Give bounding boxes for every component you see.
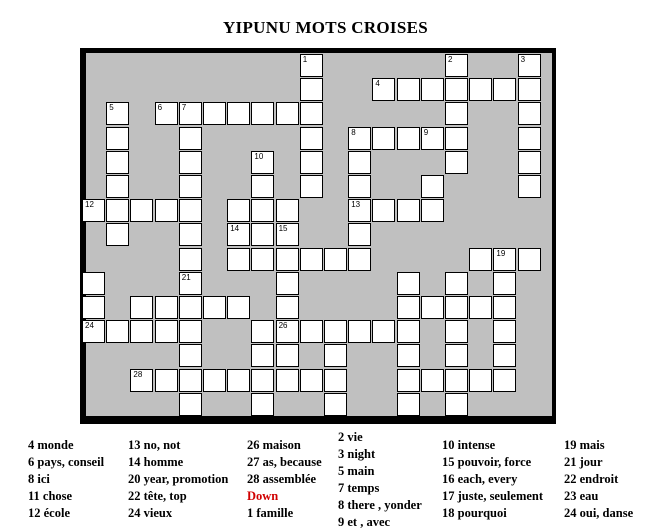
grid-cell[interactable]	[421, 296, 444, 319]
grid-cell[interactable]	[348, 127, 371, 150]
clue-number: 6	[157, 103, 163, 113]
grid-cell[interactable]	[445, 393, 468, 416]
grid-cell[interactable]	[82, 199, 105, 222]
grid-cell[interactable]	[397, 296, 420, 319]
grid-cell[interactable]	[397, 272, 420, 295]
grid-cell[interactable]	[130, 320, 153, 343]
clue-column-3	[247, 437, 322, 522]
clue: 28 assemblée	[247, 472, 317, 486]
grid-cell[interactable]	[300, 151, 323, 174]
clue: 12 école	[28, 506, 70, 520]
grid-cell[interactable]	[155, 296, 178, 319]
clue-number: 14	[230, 224, 240, 234]
grid-cell[interactable]	[469, 248, 492, 271]
grid-cell[interactable]	[276, 272, 299, 295]
grid-cell[interactable]	[130, 199, 153, 222]
grid-cell[interactable]	[372, 199, 395, 222]
grid-cell[interactable]	[348, 223, 371, 246]
grid-cell[interactable]	[227, 199, 250, 222]
clue: 6 pays, conseil	[28, 455, 105, 469]
grid-cell[interactable]	[251, 151, 274, 174]
clue: 1 famille	[247, 506, 294, 520]
clue: 7 temps	[338, 481, 380, 495]
clue-number: 1	[302, 55, 308, 64]
grid-cell[interactable]	[251, 223, 274, 246]
clue: 2 vie	[338, 430, 363, 444]
grid-cell[interactable]	[518, 248, 541, 271]
grid-cell[interactable]	[445, 78, 468, 101]
grid-cell[interactable]	[493, 78, 516, 101]
clue: 11 chose	[28, 489, 73, 503]
grid-cell[interactable]	[276, 296, 299, 319]
clue: 23 eau	[564, 489, 599, 503]
grid-cell[interactable]	[300, 102, 323, 125]
clue-number: 26	[278, 321, 288, 331]
grid-cell[interactable]	[518, 78, 541, 101]
grid-cell[interactable]	[203, 296, 226, 319]
grid-cell[interactable]	[130, 369, 153, 392]
clue-number: 8	[351, 127, 356, 137]
clue: 20 year, promotion	[128, 472, 229, 486]
grid-cell[interactable]	[179, 369, 202, 392]
clue-number: 13	[351, 200, 361, 210]
puzzle-title: YIPUNU MOTS CROISES	[222, 18, 428, 37]
grid-cell[interactable]	[421, 175, 444, 198]
grid-cell[interactable]	[493, 296, 516, 319]
grid-cell[interactable]	[155, 199, 178, 222]
grid-cell[interactable]	[300, 369, 323, 392]
grid-cell[interactable]	[82, 272, 105, 295]
grid-cell[interactable]	[251, 248, 274, 271]
grid-cell[interactable]	[179, 127, 202, 150]
grid-cell[interactable]	[445, 344, 468, 367]
grid-cell[interactable]	[372, 127, 395, 150]
grid-cell[interactable]	[251, 393, 274, 416]
grid-cell[interactable]	[300, 175, 323, 198]
clue-column-1	[28, 437, 104, 522]
clue: 19 mais	[564, 438, 605, 452]
grid-cell[interactable]	[251, 320, 274, 343]
clue-column-2	[128, 437, 228, 522]
clue-number: 12	[85, 200, 94, 210]
grid-cell[interactable]	[493, 248, 516, 271]
clue: 9 et , avec	[338, 515, 391, 529]
grid-cell[interactable]	[106, 199, 129, 222]
grid-cell[interactable]	[445, 320, 468, 343]
grid-cell[interactable]	[276, 248, 299, 271]
clue-number: 24	[85, 321, 94, 331]
grid-cell[interactable]	[372, 78, 395, 101]
clue: 8 there , yonder	[338, 498, 422, 512]
grid-cell[interactable]	[203, 102, 226, 125]
grid-cell[interactable]	[300, 127, 323, 150]
grid-cell[interactable]	[372, 320, 395, 343]
clue: 5 main	[338, 464, 375, 478]
clue: 24 oui, danse	[564, 506, 634, 520]
grid-cell[interactable]	[155, 369, 178, 392]
clue: 22 tête, top	[128, 489, 187, 503]
clue-number: 5	[109, 103, 114, 113]
clue-number: 2	[448, 55, 453, 64]
clue: 16 each, every	[442, 472, 518, 486]
clue-column-5	[442, 437, 543, 522]
grid-cell[interactable]	[324, 248, 347, 271]
grid-cell[interactable]	[227, 102, 250, 125]
grid-cell[interactable]	[179, 151, 202, 174]
grid-cell[interactable]	[179, 320, 202, 343]
grid-cell[interactable]	[179, 296, 202, 319]
grid-cell[interactable]	[276, 369, 299, 392]
grid-cell[interactable]	[445, 296, 468, 319]
grid-cell[interactable]	[276, 320, 299, 343]
grid-cell[interactable]	[445, 102, 468, 125]
clue-number: 28	[133, 369, 143, 379]
grid-cell[interactable]	[324, 320, 347, 343]
clue: 4 monde	[28, 438, 74, 452]
grid-cell[interactable]	[179, 223, 202, 246]
grid-cell[interactable]	[179, 102, 202, 125]
grid-cell[interactable]	[324, 369, 347, 392]
grid-cell[interactable]	[179, 344, 202, 367]
clue-column-4	[338, 429, 422, 531]
clue: 27 as, because	[247, 455, 322, 469]
grid-cell[interactable]	[324, 344, 347, 367]
clue: 21 jour	[564, 455, 603, 469]
clue: 18 pourquoi	[442, 506, 507, 520]
grid-cell[interactable]	[421, 78, 444, 101]
clue-number: 3	[520, 55, 526, 64]
grid-cell[interactable]	[518, 102, 541, 125]
grid-cell[interactable]	[397, 78, 420, 101]
grid-cell[interactable]	[518, 127, 541, 150]
clue-number: 10	[254, 151, 264, 161]
grid-cell[interactable]	[82, 320, 105, 343]
clue: 3 night	[338, 447, 376, 461]
grid-cell[interactable]	[179, 175, 202, 198]
grid-cell[interactable]	[276, 344, 299, 367]
clue: 10 intense	[442, 438, 496, 452]
grid-cell[interactable]	[251, 199, 274, 222]
grid-cell[interactable]	[469, 78, 492, 101]
grid-cell[interactable]	[493, 272, 516, 295]
clue: 8 ici	[28, 472, 50, 486]
clue-number: 15	[278, 224, 288, 234]
grid-cell[interactable]	[179, 199, 202, 222]
grid-cell[interactable]	[493, 344, 516, 367]
clue-number: 4	[375, 79, 380, 89]
grid-cell[interactable]	[179, 393, 202, 416]
grid-cell[interactable]	[518, 175, 541, 198]
clue: 13 no, not	[128, 438, 181, 452]
grid-cell[interactable]	[227, 223, 250, 246]
grid-cell[interactable]	[348, 320, 371, 343]
grid-cell[interactable]	[421, 199, 444, 222]
clue: 26 maison	[247, 438, 301, 452]
grid-cell[interactable]	[397, 199, 420, 222]
grid-cell[interactable]	[445, 127, 468, 150]
grid-cell[interactable]	[227, 296, 250, 319]
grid-cell[interactable]	[397, 393, 420, 416]
grid-cell[interactable]	[445, 54, 468, 77]
grid-cell[interactable]	[251, 102, 274, 125]
grid-cell[interactable]	[276, 102, 299, 125]
grid-cell[interactable]	[106, 320, 129, 343]
clue: 17 juste, seulement	[442, 489, 544, 503]
grid-cell[interactable]	[493, 320, 516, 343]
grid-cell[interactable]	[179, 272, 202, 295]
grid-cell[interactable]	[106, 175, 129, 198]
grid-cell[interactable]	[276, 223, 299, 246]
grid-cell[interactable]	[348, 248, 371, 271]
grid-cell[interactable]	[130, 296, 153, 319]
grid-cell[interactable]	[397, 369, 420, 392]
grid-cell[interactable]	[276, 199, 299, 222]
grid-cell[interactable]	[518, 151, 541, 174]
grid-cell[interactable]	[106, 102, 129, 125]
grid-cell[interactable]	[445, 369, 468, 392]
grid-cell[interactable]	[106, 151, 129, 174]
grid-cell[interactable]	[348, 151, 371, 174]
grid-cell[interactable]	[469, 369, 492, 392]
grid-cell[interactable]	[348, 175, 371, 198]
grid-cell[interactable]	[348, 199, 371, 222]
grid-cell[interactable]	[106, 223, 129, 246]
grid-cell[interactable]	[82, 296, 105, 319]
clue-column-6	[564, 437, 633, 522]
clue-number: 21	[181, 272, 191, 282]
grid-cell[interactable]	[251, 344, 274, 367]
down-heading: Down	[247, 489, 279, 503]
grid-cell[interactable]	[493, 369, 516, 392]
grid-cell[interactable]	[227, 248, 250, 271]
grid-cell[interactable]	[518, 54, 541, 77]
grid-cell[interactable]	[106, 127, 129, 150]
grid-cell[interactable]	[251, 175, 274, 198]
grid-cell[interactable]	[397, 127, 420, 150]
clue: 14 homme	[128, 455, 184, 469]
grid-cell[interactable]	[324, 393, 347, 416]
grid-cell[interactable]	[227, 369, 250, 392]
grid-cell[interactable]	[421, 127, 444, 150]
clue: 24 vieux	[128, 506, 173, 520]
grid-cell[interactable]	[397, 320, 420, 343]
grid-cell[interactable]	[469, 296, 492, 319]
clue-number: 19	[496, 248, 506, 258]
grid-cell[interactable]	[445, 272, 468, 295]
grid-cell[interactable]	[155, 102, 178, 125]
clue: 15 pouvoir, force	[442, 455, 532, 469]
grid-cell[interactable]	[300, 320, 323, 343]
grid-cell[interactable]	[445, 151, 468, 174]
grid-cell[interactable]	[203, 369, 226, 392]
grid-cell[interactable]	[300, 78, 323, 101]
clue: 22 endroit	[564, 472, 619, 486]
grid-cell[interactable]	[397, 344, 420, 367]
grid-cell[interactable]	[179, 248, 202, 271]
grid-cell[interactable]	[300, 248, 323, 271]
grid-cell[interactable]	[251, 369, 274, 392]
clue-number: 7	[181, 103, 187, 113]
clue-number: 9	[423, 127, 429, 137]
grid-cell[interactable]	[155, 320, 178, 343]
grid-cell[interactable]	[300, 54, 323, 77]
grid-cell[interactable]	[421, 369, 444, 392]
